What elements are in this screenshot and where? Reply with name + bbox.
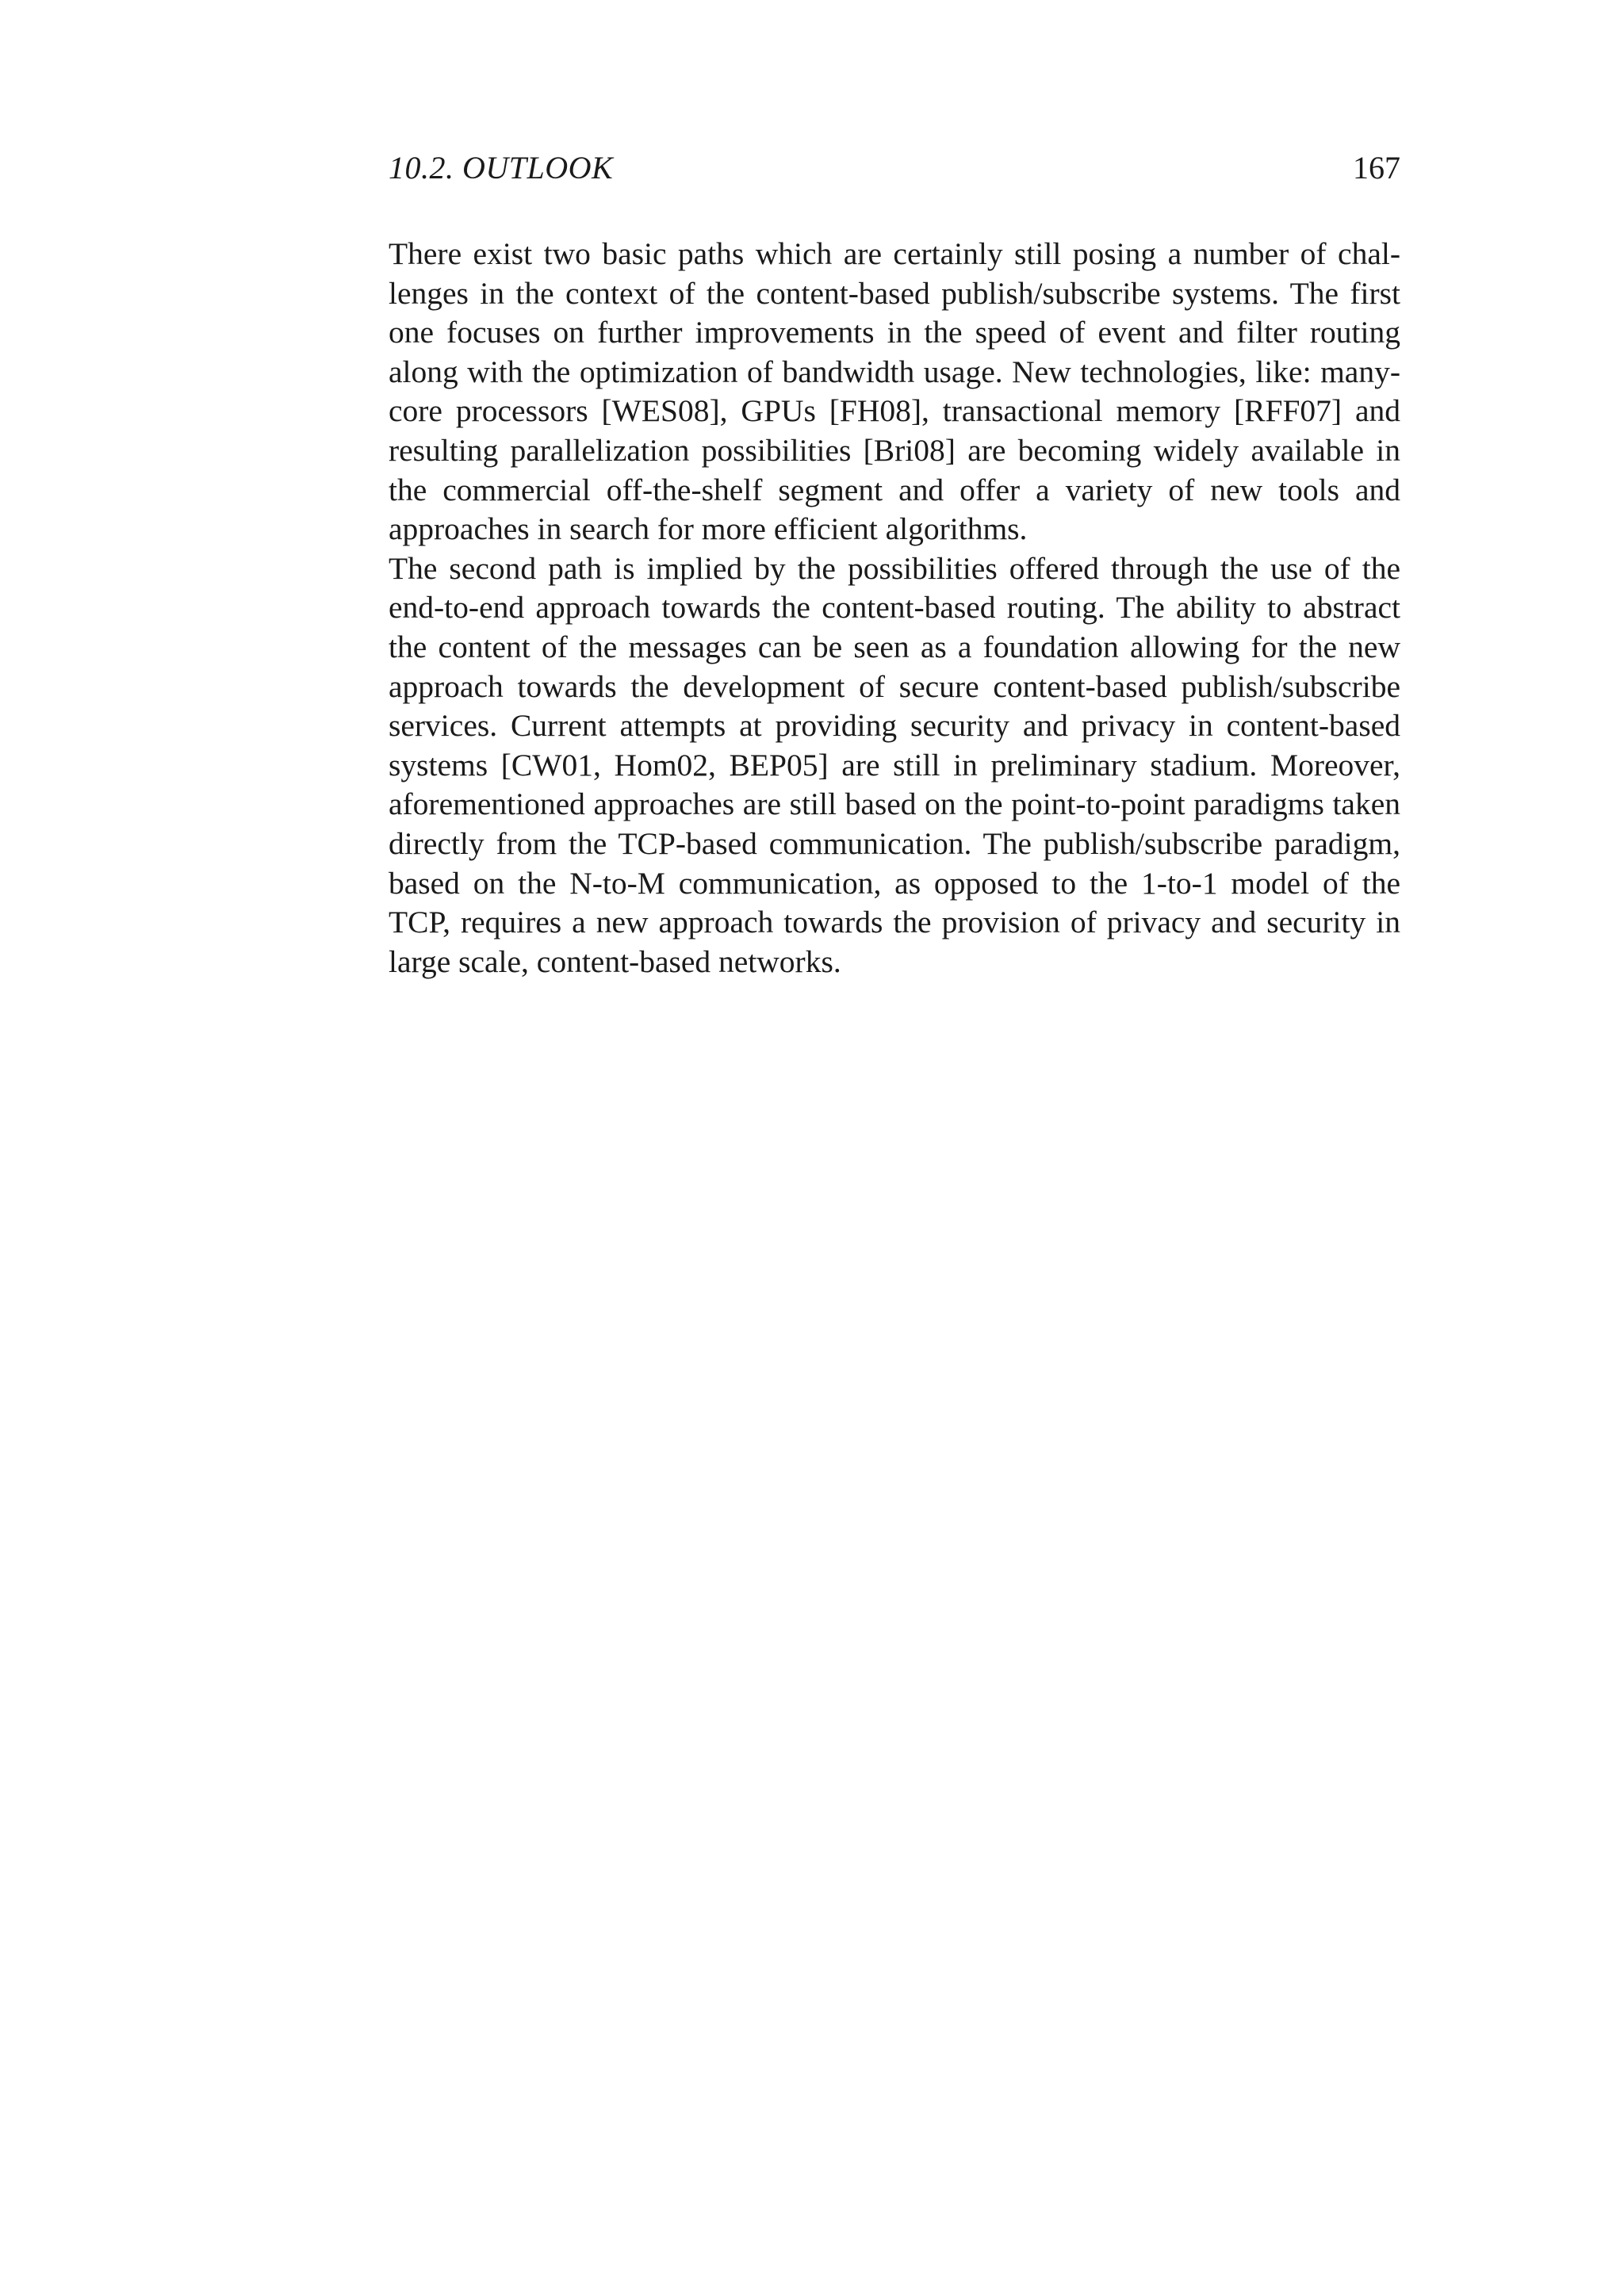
section-title: 10.2. OUTLOOK (389, 150, 614, 186)
paragraph-first-path: There exist two basic paths which are certainly still posing a number of challenges in the context of the content-based publish/subscribe systems. The first one focuses on further improvements in the speed of event and filter routing along with the optimization of bandwidth usage. New technologies, like: many-core processors [WES08], GPUs [FH08], transactional memory [RFF07] and resulting parallelization possibilities [Bri08] are becoming widely available in the commercial off-the-shelf segment and offer a variety of new tools and approaches in search for more efficient algorithms. (389, 236, 1400, 547)
running-header (389, 146, 1400, 190)
paragraph-second-path: The second path is implied by the possibilities offered through the use of the end-to-end approach towards the content-based routing. The ability to abstract the content of the messages can be seen as a foundation allowing for the new approach towards the development of secure content-based publish/subscribe services. Current attempts at providing security and privacy in content-based systems [CW01, Hom02, BEP05] are still in preliminary stadium. Moreover, aforementioned approaches are still based on the point-to-point paradigms taken directly from the TCP-based communication. The publish/subscribe paradigm, based on the N-to-M communication, as opposed to the 1-to-1 model of the TCP, requires a new approach towards the provision of privacy and security in large scale, content-based networks. (389, 550, 1400, 979)
page-number: 167 (1353, 150, 1400, 186)
body-text (389, 235, 1400, 982)
